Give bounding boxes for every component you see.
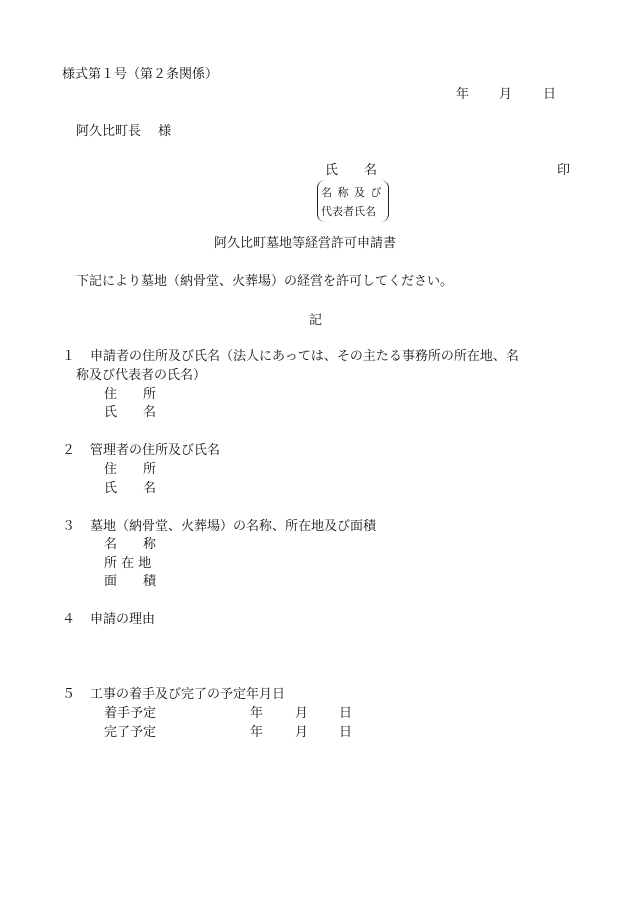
- schedule-start-year: 年: [250, 706, 264, 721]
- schedule-end-day: 日: [339, 725, 353, 740]
- item-3-field-location: 所 在 地: [104, 556, 152, 571]
- item-1-number: １: [62, 349, 76, 364]
- item-5-heading: 工事の着手及び完了の予定年月日: [90, 687, 286, 702]
- intro-text: 下記により墓地（納骨堂、火葬場）の経営を許可してください。: [76, 274, 454, 289]
- item-1-field-name: 氏 名: [104, 405, 157, 420]
- schedule-end-year: 年: [250, 725, 264, 740]
- item-2-heading: 管理者の住所及び氏名: [90, 443, 221, 458]
- date-month: 月: [499, 87, 513, 102]
- item-3-field-name: 名 称: [104, 537, 157, 552]
- item-1-field-address: 住 所: [104, 387, 157, 402]
- schedule-end-label: 完了予定: [104, 725, 157, 740]
- schedule-start-label: 着手予定: [104, 706, 157, 721]
- date-year: 年: [456, 87, 470, 102]
- bracket-line-2: 代表者氏名: [321, 205, 376, 218]
- applicant-name-label: 氏 名: [325, 163, 378, 178]
- item-2-field-address: 住 所: [104, 462, 157, 477]
- document-title: 阿久比町墓地等経営許可申請書: [214, 236, 397, 251]
- form-number: 様式第１号（第２条関係）: [62, 67, 219, 82]
- item-5-number: ５: [62, 687, 76, 702]
- schedule-start-month: 月: [295, 706, 309, 721]
- bracket-line-1: 名 称 及 び: [321, 186, 383, 199]
- date-day: 日: [543, 87, 557, 102]
- item-2-number: ２: [62, 443, 76, 458]
- item-4-heading: 申請の理由: [90, 612, 156, 627]
- item-1-heading: 申請者の住所及び氏名（法人にあっては、その主たる事務所の所在地、名: [90, 349, 519, 364]
- addressee: 阿久比町長 様: [76, 124, 172, 139]
- schedule-end-month: 月: [295, 725, 309, 740]
- item-4-number: ４: [62, 612, 76, 627]
- schedule-start-day: 日: [339, 706, 353, 721]
- seal-mark: 印: [557, 163, 571, 178]
- item-3-heading: 墓地（納骨堂、火葬場）の名称、所在地及び面積: [90, 519, 377, 534]
- item-3-number: ３: [62, 519, 76, 534]
- item-2-field-name: 氏 名: [104, 481, 157, 496]
- item-1-heading-cont: 称及び代表者の氏名）: [76, 368, 207, 383]
- ki-marker: 記: [309, 313, 323, 328]
- item-3-field-area: 面 積: [104, 574, 157, 589]
